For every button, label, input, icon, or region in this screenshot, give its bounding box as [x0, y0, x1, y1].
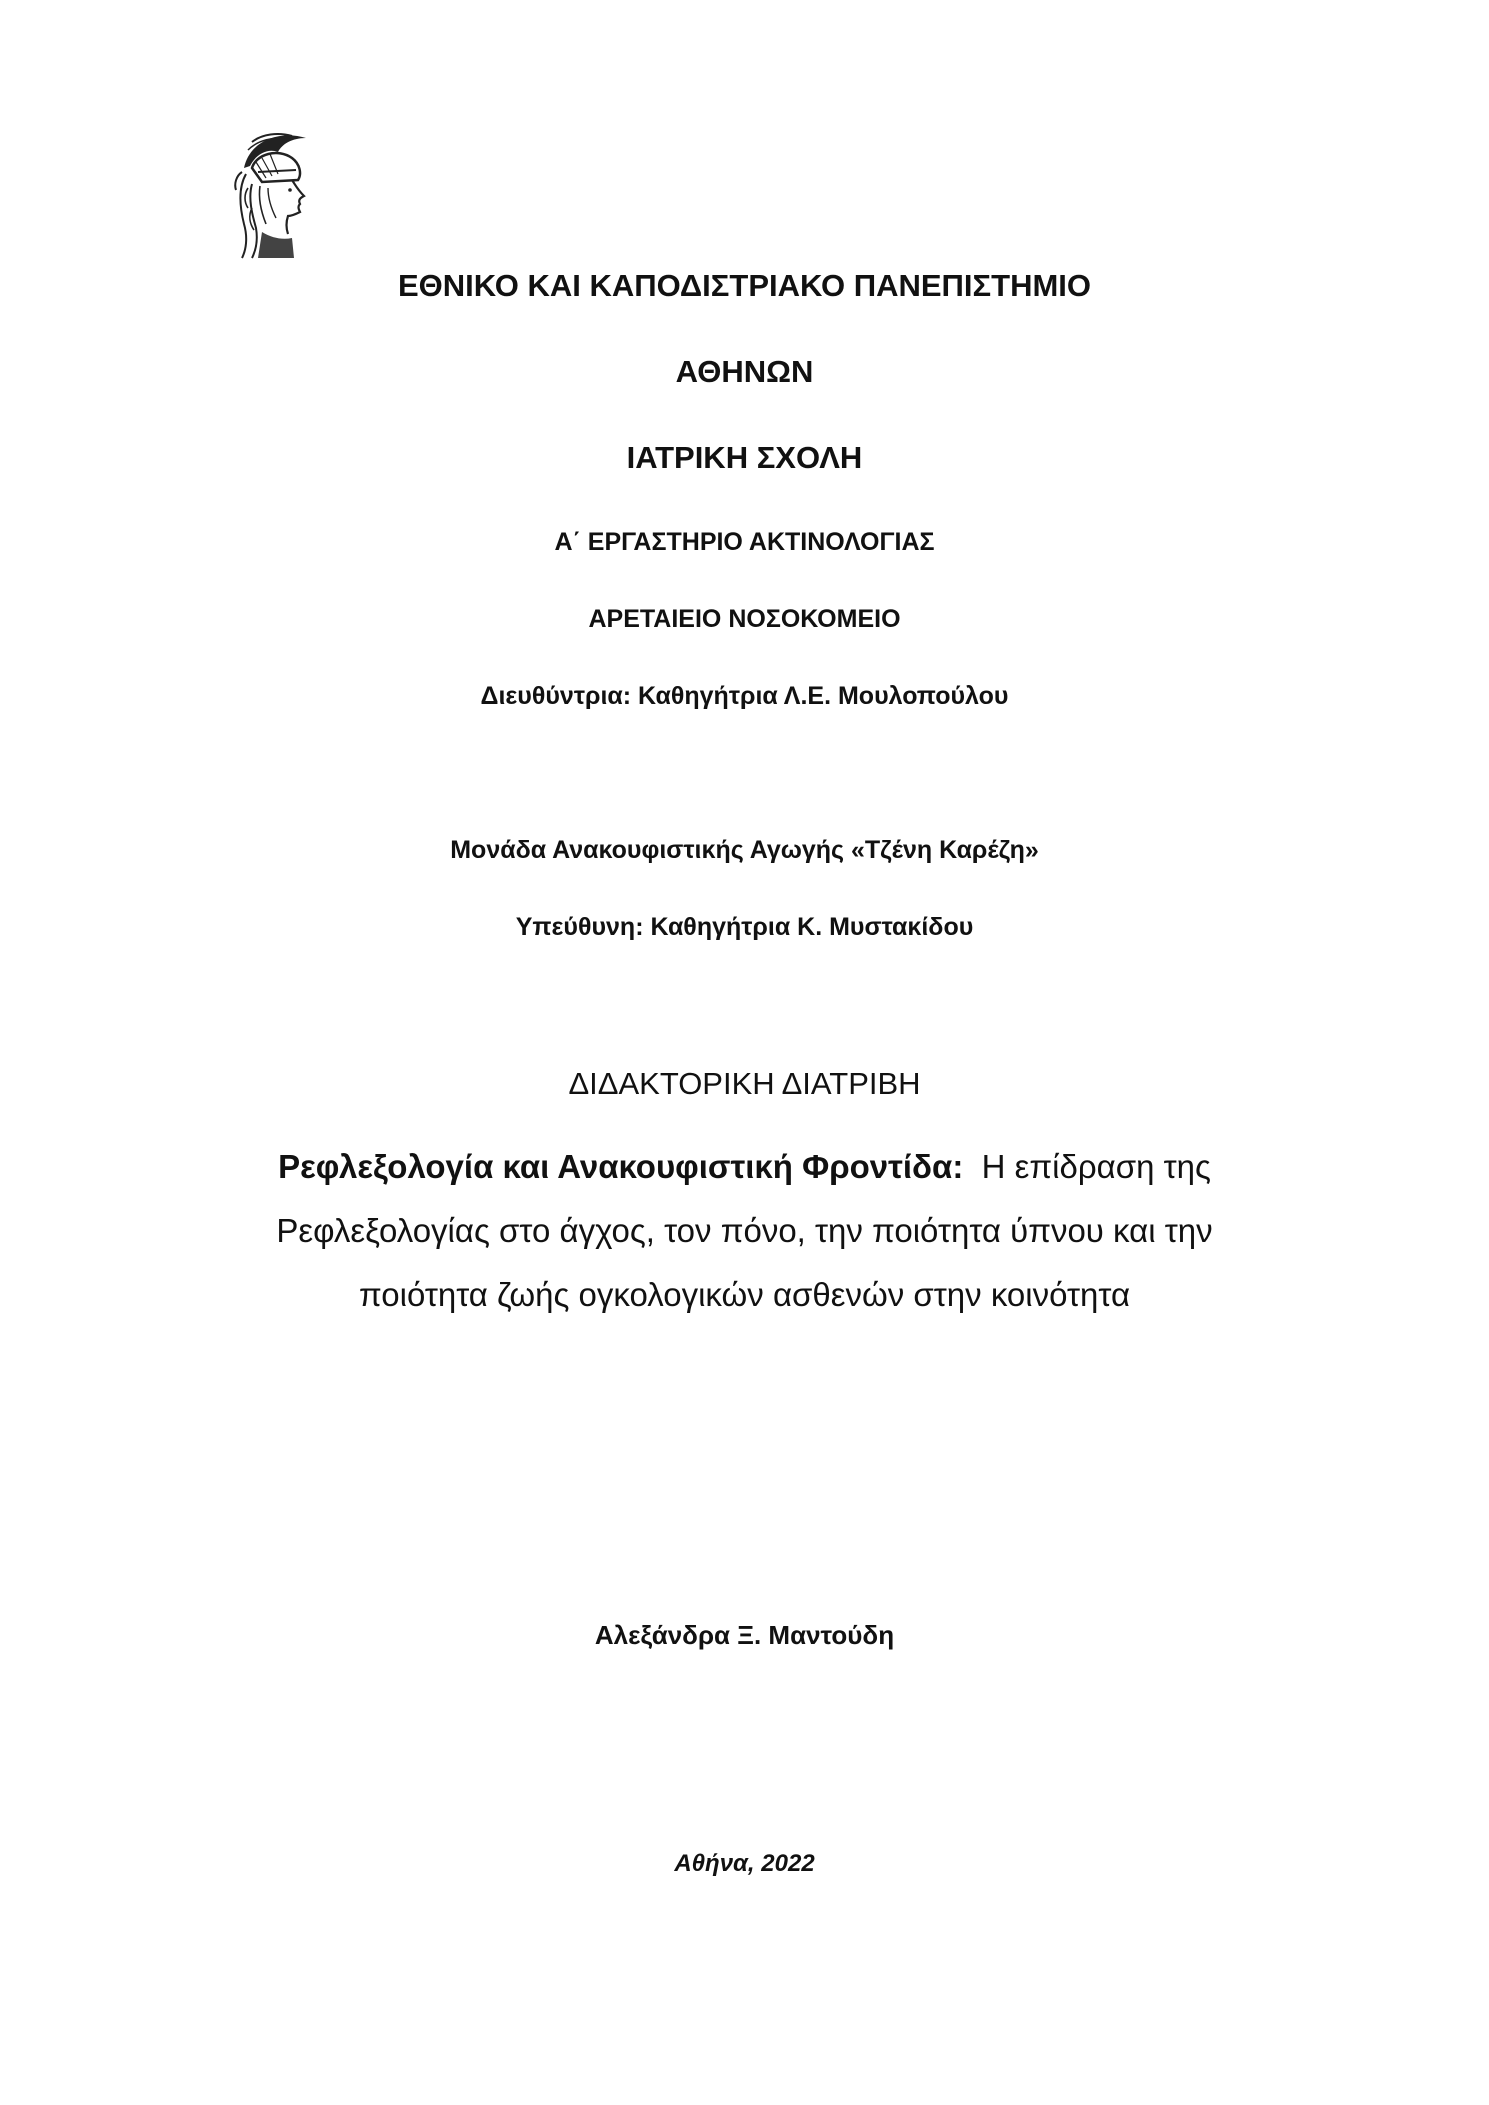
university-name-line2: ΑΘΗΝΩΝ — [675, 354, 814, 389]
author-name: Αλεξάνδρα Ξ. Μαντούδη — [594, 1620, 895, 1650]
thesis-title-line2: Ρεφλεξολογίας στο άγχος, τον πόνο, την ποιότητα ύπνου και την — [276, 1212, 1213, 1249]
hospital-name: ΑΡΕΤΑΙΕΙΟ ΝΟΣΟΚΟΜΕΙΟ — [588, 605, 901, 633]
thesis-title-line3: ποιότητα ζωής ογκολογικών ασθενών στην κοινότητα — [358, 1276, 1131, 1313]
athena-head-emblem-icon — [222, 128, 320, 260]
thesis-title-bold: Ρεφλεξολογία και Ανακουφιστική Φροντίδα: — [278, 1148, 964, 1185]
laboratory-name: Α΄ ΕΡΓΑΣΤΗΡΙΟ ΑΚΤΙΝΟΛΟΓΙΑΣ — [554, 528, 935, 556]
unit-responsible: Υπεύθυνη: Καθηγήτρια Κ. Μυστακίδου — [515, 913, 974, 941]
director-line: Διευθύντρια: Καθηγήτρια Λ.Ε. Μουλοπούλου — [480, 682, 1009, 710]
thesis-type: ΔΙΔΑΚΤΟΡΙΚΗ ΔΙΑΤΡΙΒΗ — [568, 1066, 921, 1101]
place-date: Αθήνα, 2022 — [674, 1850, 815, 1877]
unit-name: Μονάδα Ανακουφιστικής Αγωγής «Τζένη Καρέζη» — [450, 836, 1039, 864]
thesis-title-line1 — [0, 1148, 1489, 1186]
school-name: ΙΑΤΡΙΚΗ ΣΧΟΛΗ — [626, 440, 863, 475]
thesis-title-rest: Η επίδραση της — [963, 1148, 1211, 1185]
university-name-line1: ΕΘΝΙΚΟ ΚΑΙ ΚΑΠΟΔΙΣΤΡΙΑΚΟ ΠΑΝΕΠΙΣΤΗΜΙΟ — [397, 268, 1092, 303]
